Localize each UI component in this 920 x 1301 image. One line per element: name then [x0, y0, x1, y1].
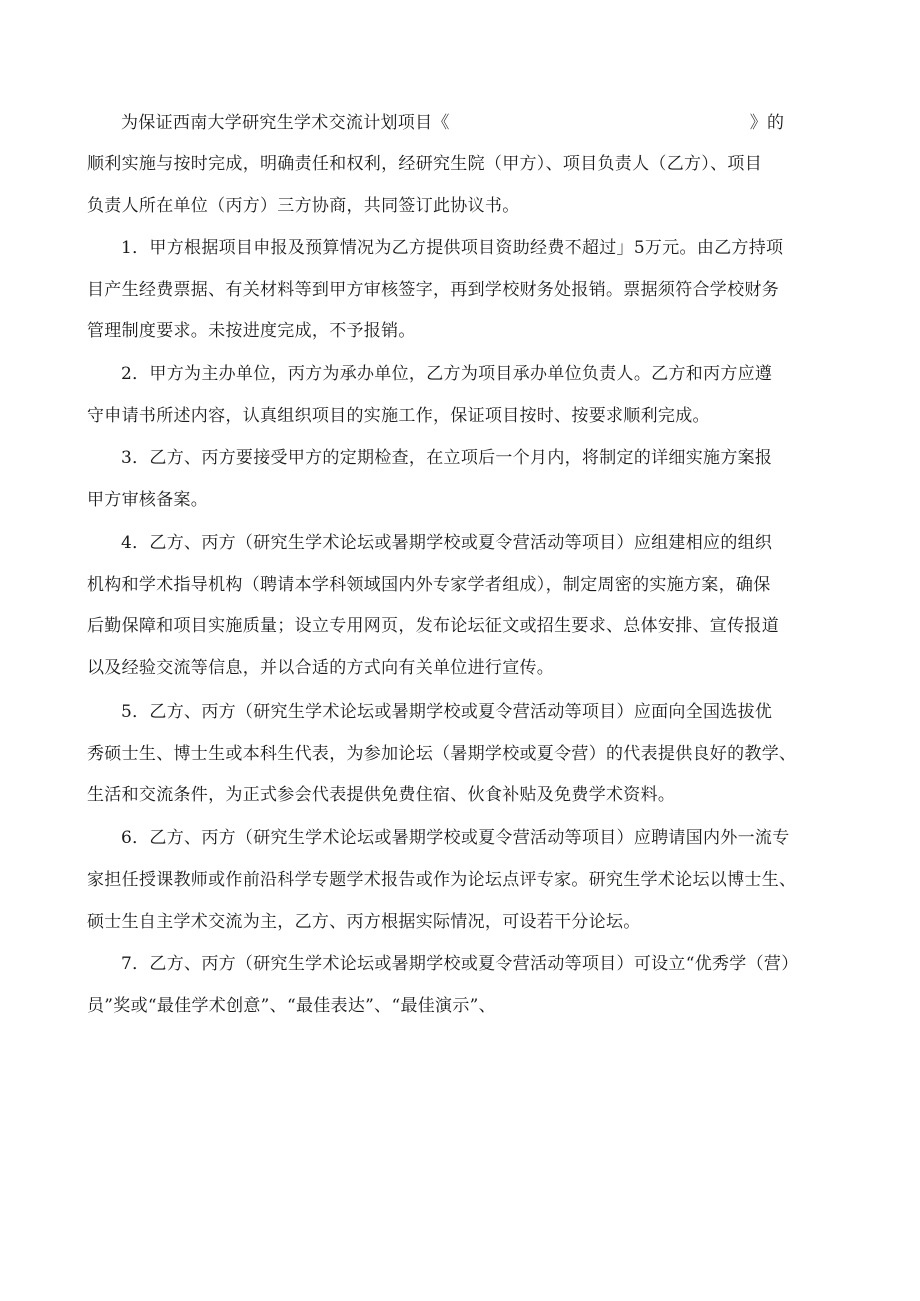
- clause-6-line-3: 硕士生自主学术交流为主，乙方、丙方根据实际情况，可设若干分论坛。: [87, 912, 641, 932]
- clause-6-line-2: 家担任授课教师或作前沿科学专题学术报告或作为论坛点评专家。研究生学术论坛以博士生、: [87, 870, 797, 890]
- clause-1-line-1: 1．甲方根据项目申报及预算情况为乙方提供项目资助经费不超过」5万元。由乙方持项: [121, 238, 784, 258]
- intro-line-1-after: 》的: [749, 113, 785, 133]
- clause-5-line-2: 秀硕士生、博士生或本科生代表，为参加论坛（暑期学校或夏令营）的代表提供良好的教学、: [87, 744, 797, 764]
- clause-6-line-1: 6．乙方、丙方（研究生学术论坛或暑期学校或夏令营活动等项目）应聘请国内外一流专: [121, 828, 790, 848]
- clause-1-line-3: 管理制度要求。未按进度完成，不予报销。: [87, 321, 416, 341]
- clause-2-line-2: 守申请书所述内容，认真组织项目的实施工作，保证项目按时、按要求顺利完成。: [87, 406, 710, 426]
- clause-1-line-2: 目产生经费票据、有关材料等到甲方审核签字，再到学校财务处报销。票据须符合学校财务: [87, 280, 779, 300]
- clause-3-line-1: 3．乙方、丙方要接受甲方的定期检查，在立项后一个月内，将制定的详细实施方案报: [121, 448, 773, 468]
- clause-2-line-1: 2．甲方为主办单位，丙方为承办单位，乙方为项目承办单位负责人。乙方和丙方应遵: [121, 364, 773, 384]
- intro-line-3: 负责人所在单位（丙方）三方协商，共同签订此协议书。: [87, 196, 520, 216]
- clause-5-line-3: 生活和交流条件，为正式参会代表提供免费住宿、伙食补贴及免费学术资料。: [87, 785, 676, 805]
- clause-4-line-4: 以及经验交流等信息，并以合适的方式向有关单位进行宣传。: [87, 658, 555, 678]
- clause-7-line-1: 7．乙方、丙方（研究生学术论坛或暑期学校或夏令营活动等项目）可设立“优秀学（营）: [121, 954, 799, 974]
- intro-line-1: [121, 111, 784, 135]
- clause-4-line-1: 4．乙方、丙方（研究生学术论坛或暑期学校或夏令营活动等项目）应组建相应的组织: [121, 533, 773, 553]
- intro-line-1-before: 为保证西南大学研究生学术交流计划项目《: [121, 113, 450, 133]
- clause-3-line-2: 甲方审核备案。: [87, 490, 209, 510]
- intro-line-2: 顺利实施与按时完成，明确责任和权利，经研究生院（甲方）、项目负责人（乙方）、项目: [87, 154, 762, 174]
- clause-7-line-2: 员”奖或“最佳学术创意”、“最佳表达”、“最佳演示”、: [87, 996, 496, 1016]
- clause-4-line-3: 后勤保障和项目实施质量；设立专用网页，发布论坛征文或招生要求、总体安排、宣传报道: [87, 616, 779, 636]
- clause-4-line-2: 机构和学术指导机构（聘请本学科领域国内外专家学者组成），制定周密的实施方案，确保: [87, 575, 771, 595]
- clause-5-line-1: 5．乙方、丙方（研究生学术论坛或暑期学校或夏令营活动等项目）应面向全国选拔优: [121, 702, 773, 722]
